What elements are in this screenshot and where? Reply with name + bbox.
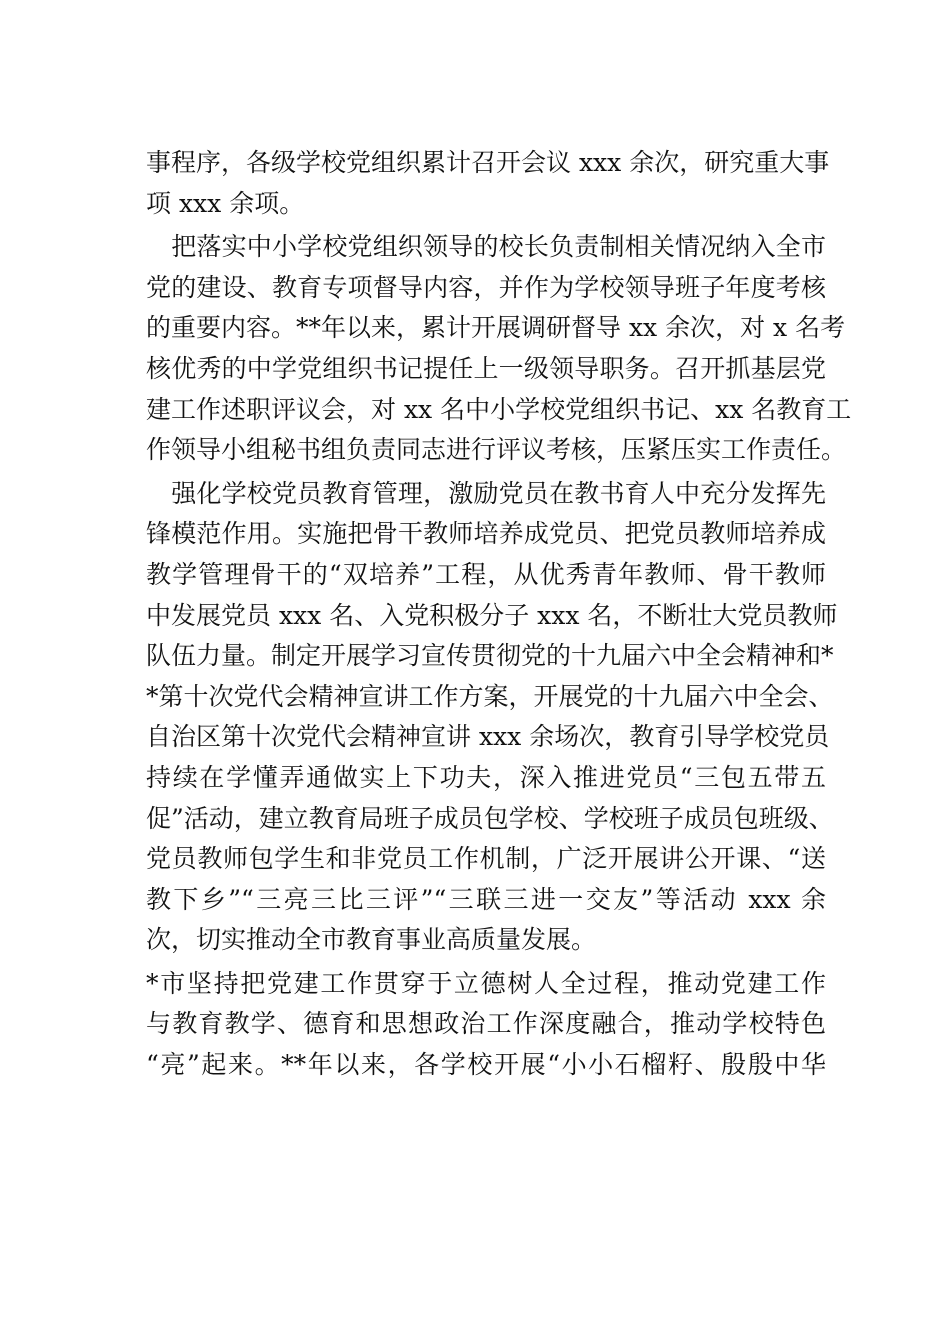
- text-line: 项 xxx 余项。: [146, 188, 305, 218]
- text-line: 党员教师包学生和非党员工作机制，广泛开展讲公开课、“送: [146, 844, 826, 874]
- text-line: 队伍力量。制定开展学习宣传贯彻党的十九届六中全会精神和*: [146, 641, 834, 671]
- paragraph-3: [146, 474, 838, 961]
- text-line: *市坚持把党建工作贯穿于立德树人全过程，推动党建工作: [146, 968, 826, 998]
- text-line: 中发展党员 xxx 名、入党积极分子 xxx 名，不断壮大党员教师: [146, 600, 838, 630]
- text-line: 作领导小组秘书组负责同志进行评议考核，压紧压实工作责任。: [146, 435, 847, 465]
- text-line: 建工作述职评议会，对 xx 名中小学校党组织书记、xx 名教育工: [146, 394, 852, 424]
- text-line: 锋模范作用。实施把骨干教师培养成党员、把党员教师培养成: [146, 519, 826, 549]
- text-line: “亮”起来。**年以来，各学校开展“小小石榴籽、殷殷中华: [146, 1050, 826, 1080]
- text-line: 核优秀的中学党组织书记提任上一级领导职务。召开抓基层党: [146, 353, 826, 383]
- text-line: 促”活动，建立教育局班子成员包学校、学校班子成员包班级、: [146, 803, 834, 833]
- text-line: 自治区第十次党代会精神宣讲 xxx 余场次，教育引导学校党员: [146, 722, 830, 752]
- text-line: 教学管理骨干的“双培养”工程，从优秀青年教师、骨干教师: [146, 559, 826, 589]
- text-line: 事程序，各级学校党组织累计召开会议 xxx 余次，研究重大事: [146, 148, 830, 177]
- text-line: 次，切实推动全市教育事业高质量发展。: [146, 925, 597, 955]
- text-line: 把落实中小学校党组织领导的校长负责制相关情况纳入全市: [146, 232, 826, 262]
- text-line: 教下乡”“三亮三比三评”“三联三进一交友”等活动 xxx 余: [146, 884, 826, 914]
- paragraph-2: [146, 227, 852, 471]
- text-line: 的重要内容。**年以来，累计开展调研督导 xx 余次，对 x 名考: [146, 313, 846, 343]
- document-body: [146, 143, 852, 1086]
- text-line: 与教育教学、德育和思想政治工作深度融合，推动学校特色: [146, 1009, 826, 1039]
- paragraph-1: [146, 143, 830, 224]
- text-line: *第十次党代会精神宣讲工作方案，开展党的十九届六中全会、: [146, 681, 834, 711]
- text-line: 党的建设、教育专项督导内容，并作为学校领导班子年度考核: [146, 272, 826, 302]
- paragraph-4: [146, 964, 826, 1086]
- text-line: 持续在学懂弄通做实上下功夫，深入推进党员“三包五带五: [146, 762, 826, 792]
- text-line: 强化学校党员教育管理，激励党员在教书育人中充分发挥先: [146, 478, 826, 508]
